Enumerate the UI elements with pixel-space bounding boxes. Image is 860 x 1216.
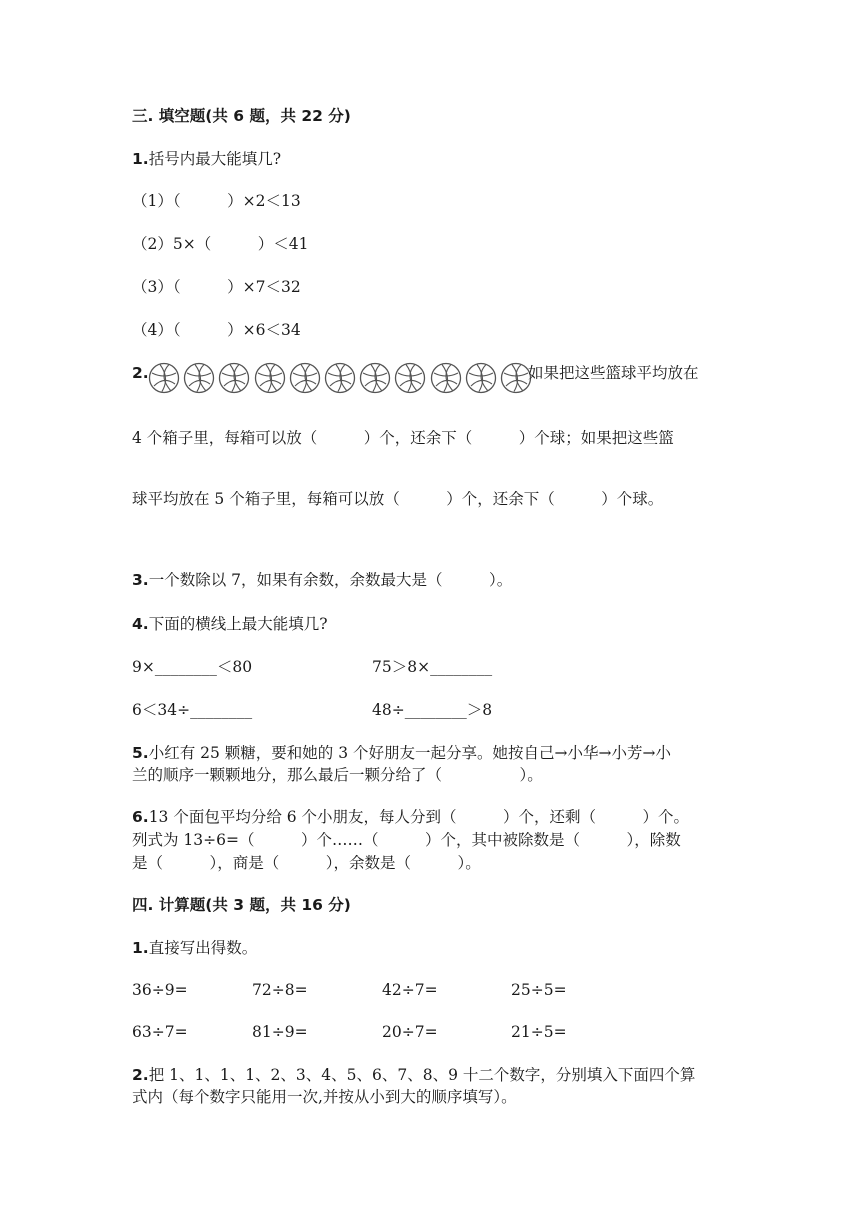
- q5-line-2: 兰的顺序一颗颗地分，那么最后一颗分给了（ ）。: [132, 766, 543, 784]
- basketball-row: [148, 362, 535, 402]
- q4-item-4: 48÷________＞8: [372, 701, 493, 719]
- basketball-icon: [430, 362, 462, 394]
- q4-item-1: 9×________＜80: [132, 658, 253, 676]
- q4-item-2: 75＞8×________: [372, 658, 493, 676]
- q2-line-2: 4 个箱子里，每箱可以放（ ）个，还余下（ ）个球；如果把这些篮: [132, 429, 674, 447]
- question-text: 把 1、1、1、1、2、3、4、5、6、7、8、9 十二个数字，分别填入下面四个算: [148, 1066, 696, 1084]
- q4-item-3: 6＜34÷________: [132, 701, 253, 719]
- q1-item-3: （3）（ ）×7＜32: [132, 278, 301, 296]
- basketball-icon: [324, 362, 356, 394]
- calc-item: 25÷5=: [511, 981, 567, 999]
- basketball-icon: [359, 362, 391, 394]
- calc-question-2-line-1: [132, 1065, 695, 1085]
- section-4-title: 四. 计算题(共 3 题，共 16 分): [132, 896, 351, 914]
- q6-line-3: 是（ ），商是（ ），余数是（ ）。: [132, 854, 481, 872]
- question-number: 1.: [132, 939, 149, 957]
- calc-item: 21÷5=: [511, 1023, 567, 1041]
- question-5-line-1: [132, 743, 671, 763]
- q1-item-1: （1）（ ）×2＜13: [132, 192, 301, 210]
- basketball-icon: [218, 362, 250, 394]
- question-number: 2.: [132, 1066, 149, 1084]
- calc-item: 20÷7=: [382, 1023, 438, 1041]
- question-number: 6.: [132, 808, 149, 826]
- question-number: 1.: [132, 150, 149, 168]
- basketball-icon: [183, 362, 215, 394]
- question-1: [132, 149, 281, 169]
- question-stem: 直接写出得数。: [148, 939, 258, 957]
- question-number: 5.: [132, 744, 149, 762]
- question-3: [132, 570, 512, 590]
- question-number: 4.: [132, 615, 149, 633]
- question-text: 一个数除以 7，如果有余数，余数最大是（ ）。: [148, 571, 513, 589]
- q1-item-2: （2）5×（ ）＜41: [132, 235, 309, 253]
- question-number: 3.: [132, 571, 149, 589]
- question-text: 小红有 25 颗糖，要和她的 3 个好朋友一起分享。她按自己→小华→小芳→小: [148, 744, 671, 762]
- basketball-icon: [394, 362, 426, 394]
- calc-q2-line-2: 式内（每个数字只能用一次,并按从小到大的顺序填写）。: [132, 1088, 517, 1106]
- q6-line-2: 列式为 13÷6=（ ）个……（ ）个，其中被除数是（ ），除数: [132, 831, 681, 849]
- question-stem: 下面的横线上最大能填几?: [148, 615, 328, 633]
- calc-item: 72÷8=: [252, 981, 308, 999]
- basketball-icon: [148, 362, 180, 394]
- q1-item-4: （4）（ ）×6＜34: [132, 321, 301, 339]
- question-text: 13 个面包平均分给 6 个小朋友，每人分到（ ）个，还剩（ ）个。: [148, 808, 690, 826]
- section-3-title: 三. 填空题(共 6 题，共 22 分): [132, 107, 351, 125]
- question-4: [132, 614, 328, 634]
- basketball-icon: [254, 362, 286, 394]
- calc-item: 36÷9=: [132, 981, 188, 999]
- q2-line-1: 如果把这些篮球平均放在: [528, 364, 699, 382]
- calc-item: 63÷7=: [132, 1023, 188, 1041]
- question-2-number: 2.: [132, 364, 149, 382]
- q2-line-3: 球平均放在 5 个箱子里，每箱可以放（ ）个，还余下（ ）个球。: [132, 490, 664, 508]
- calc-question-1: [132, 938, 257, 958]
- calc-item: 81÷9=: [252, 1023, 308, 1041]
- question-6-line-1: [132, 807, 689, 827]
- basketball-icon: [465, 362, 497, 394]
- basketball-icon: [289, 362, 321, 394]
- question-stem: 括号内最大能填几?: [148, 150, 281, 168]
- calc-item: 42÷7=: [382, 981, 438, 999]
